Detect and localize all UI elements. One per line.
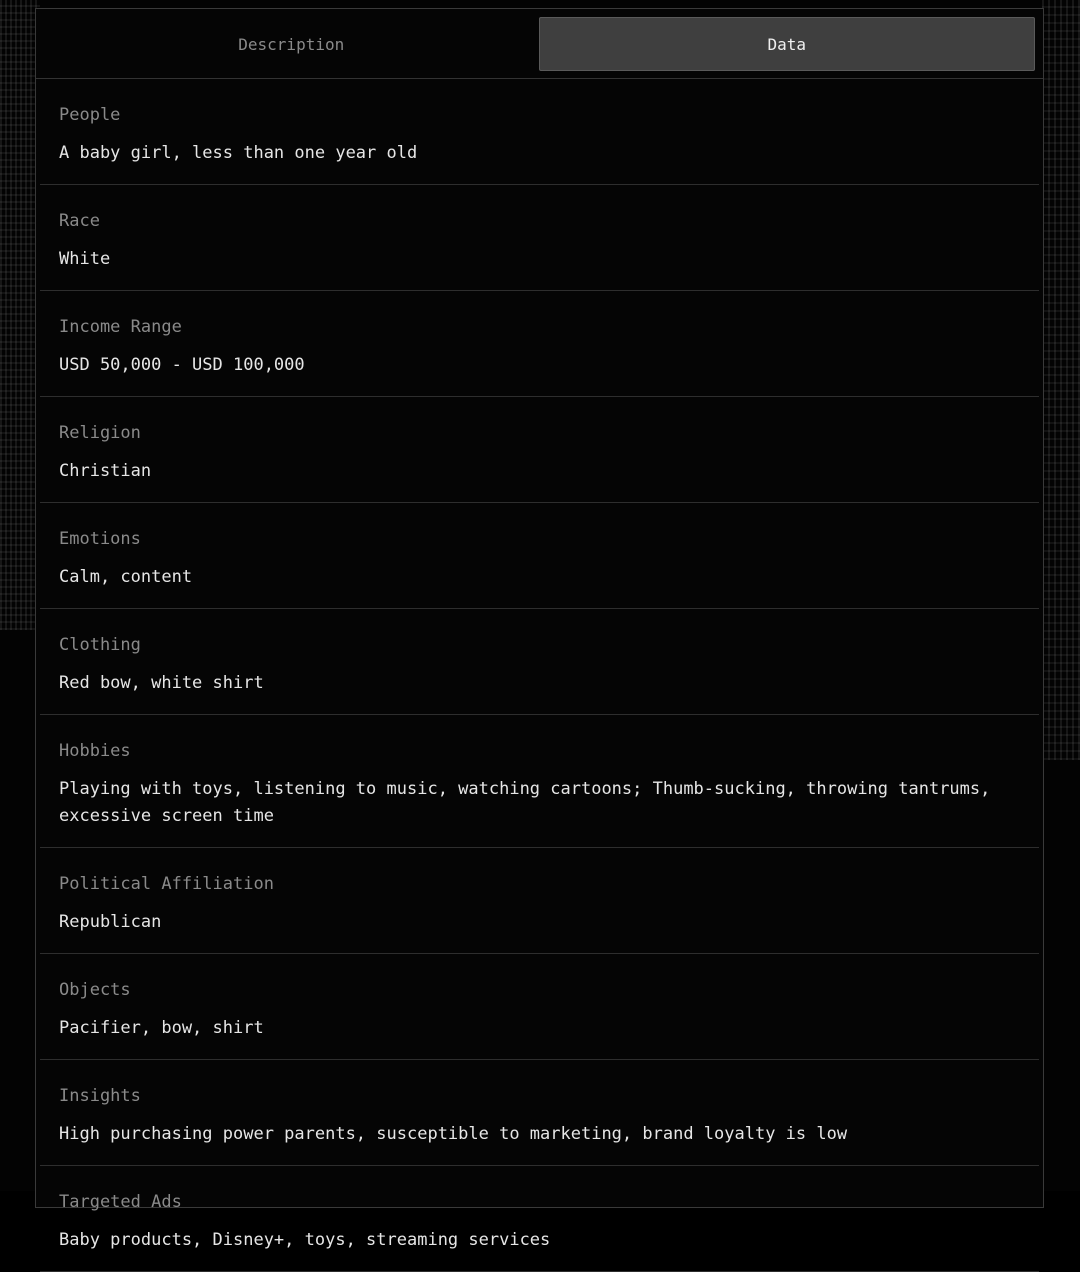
row-label: Clothing — [59, 635, 141, 655]
row-value: White — [59, 249, 111, 269]
background-noise-left — [0, 0, 40, 630]
row-value: USD 50,000 - USD 100,000 — [59, 355, 305, 375]
row-value: Playing with toys, listening to music, watching cartoons; Thumb-sucking, throwing tantrums, excessive screen time — [59, 779, 991, 826]
data-list — [36, 79, 1043, 1272]
data-row-insights — [40, 1060, 1039, 1166]
row-value: Red bow, white shirt — [59, 673, 264, 693]
row-label: Insights — [59, 1086, 141, 1106]
data-row-objects — [40, 954, 1039, 1060]
row-label: Political Affiliation — [59, 874, 274, 894]
tab-description[interactable]: Description — [44, 17, 539, 71]
data-row-targeted-ads — [40, 1166, 1039, 1272]
row-value: Christian — [59, 461, 152, 481]
data-panel — [35, 8, 1044, 1250]
data-row-race — [40, 185, 1039, 291]
row-value: Republican — [59, 912, 162, 932]
data-row-hobbies — [40, 715, 1039, 848]
data-row-clothing — [40, 609, 1039, 715]
data-row-emotions — [40, 503, 1039, 609]
row-label: Religion — [59, 423, 141, 443]
row-value: High purchasing power parents, susceptible to marketing, brand loyalty is low — [59, 1124, 848, 1144]
data-row-people — [40, 79, 1039, 185]
row-value: A baby girl, less than one year old — [59, 143, 418, 163]
row-label: Race — [59, 211, 100, 231]
row-value: Baby products, Disney+, toys, streaming services — [59, 1230, 551, 1250]
row-label: Income Range — [59, 317, 182, 337]
row-value: Calm, content — [59, 567, 193, 587]
tab-data[interactable]: Data — [539, 17, 1036, 71]
data-row-income-range — [40, 291, 1039, 397]
row-label: Targeted Ads — [59, 1192, 182, 1212]
row-label: Objects — [59, 980, 131, 1000]
data-row-political-affiliation — [40, 848, 1039, 954]
data-row-religion — [40, 397, 1039, 503]
row-label: Hobbies — [59, 741, 131, 761]
background-noise-right — [1042, 0, 1080, 760]
row-value: Pacifier, bow, shirt — [59, 1018, 264, 1038]
row-label: Emotions — [59, 529, 141, 549]
tab-bar — [36, 9, 1043, 79]
row-label: People — [59, 105, 121, 125]
